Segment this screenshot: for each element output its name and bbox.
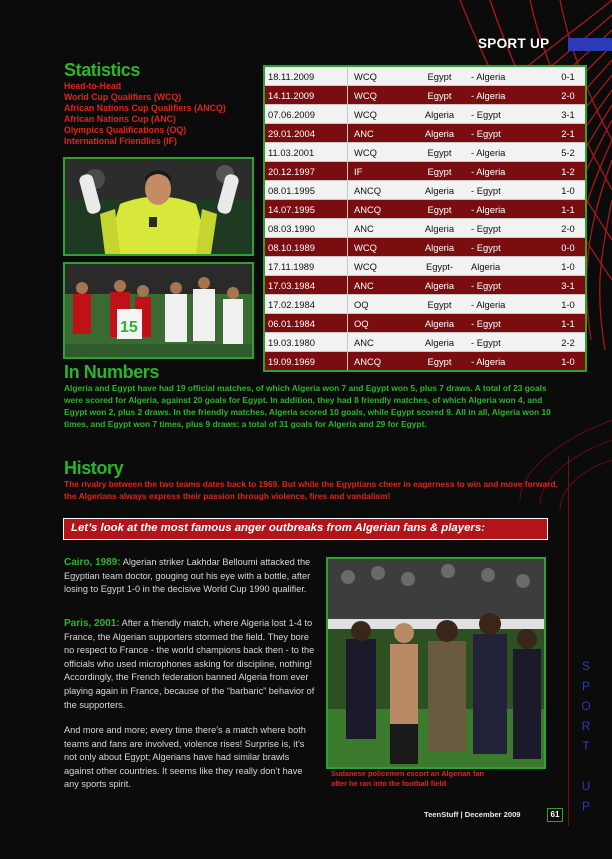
result-team2: - Algeria [467,162,551,181]
result-row [264,124,586,143]
result-row [264,257,586,276]
result-team1: Algeria [412,219,467,238]
goalkeeper-photo [63,157,254,256]
result-comp: IF [348,162,413,181]
vertical-letter: U [581,779,591,793]
legend-item: African Nations Cup (ANC) [64,114,176,124]
side-divider-line [568,456,569,826]
result-score: 5-2 [551,143,586,162]
result-date: 19.03.1980 [264,333,348,352]
result-team2: - Algeria [467,143,551,162]
vertical-letter: P [581,679,590,693]
result-score: 1-1 [551,314,586,333]
result-score: 1-0 [551,257,586,276]
result-comp: ANCQ [348,181,413,200]
result-row [264,276,586,295]
result-team2: - Egypt [467,124,551,143]
result-row [264,181,586,200]
legend-item: World Cup Qualifiers (WCQ) [64,92,182,102]
police-escort-photo [326,557,546,769]
result-score: 1-1 [551,200,586,219]
legend-item: African Nations Cup Qualifiers (ANCQ) [64,103,226,113]
vertical-letter: T [582,739,590,753]
result-comp: WCQ [348,257,413,276]
results-table [263,65,587,372]
in-numbers-text: Algeria and Egypt have had 19 official matches, of which Algeria won 7 and Egypt won 5, plus 7 draws. A total of 23 goals were scored for Algeria, against 20 goals for Egypt. In addition, they had 8 friendly matches, of which Algeria won 4, and Egypt won 2, plus 2 draws. In the friendly matches, Algeria scored 10 goals, while Egypt scored 9. All in all, Algeria won 10 times, and Egypt won 7 times, plus 9 draws; a total of 31 goals for Algeria and 29 for Egypt. [64,383,551,429]
result-team1: Egypt [412,86,467,105]
in-numbers-heading: In Numbers [64,362,160,382]
result-row [264,238,586,257]
legend-item: Olympics Qualifications (OQ) [64,125,187,135]
result-score: 2-2 [551,333,586,352]
result-date: 18.11.2009 [264,66,348,86]
result-comp: WCQ [348,238,413,257]
result-score: 0-0 [551,238,586,257]
legend-item: Head-to-Head [64,81,122,91]
result-team2: Algeria [467,257,551,276]
result-score: 2-0 [551,219,586,238]
result-date: 07.06.2009 [264,105,348,124]
result-comp: ANCQ [348,352,413,372]
story-text: And more and more; every time there’s a match where both teams and fans are involved, violence rises! Surprise is, it’s not only about Egypt; Algerians have had similar brawls against other countries. It seems like they really don’t have any sports spirit. [64,725,306,790]
result-comp: ANC [348,276,413,295]
result-row [264,352,586,372]
result-date: 11.03.2001 [264,143,348,162]
story-text: After a friendly match, where Algeria lost 1-4 to France, the Algerian supporters stormed the field. They bore no respect to France - the world champions back then - to the officials who used microphones asking for discipline, nothing! Accordingly, the French federation banned Algeria from ever playing again in France, because of the “barbaric” behavior of the supporters. [64,618,315,710]
statistics-heading: Statistics [64,60,141,80]
result-team1: Algeria [412,238,467,257]
story-lead: Cairo, 1989: [64,557,121,568]
result-comp: ANC [348,333,413,352]
result-team2: - Egypt [467,219,551,238]
vertical-letter: R [581,719,591,733]
result-team2: - Egypt [467,333,551,352]
story-cairo [64,556,319,597]
vertical-section-label [580,656,592,816]
result-team2: - Algeria [467,352,551,372]
photo-caption [331,769,484,788]
result-comp: ANCQ [348,200,413,219]
story-paris [64,617,319,712]
result-comp: WCQ [348,66,413,86]
result-row [264,200,586,219]
result-team1: Algeria [412,124,467,143]
story-closing [64,724,319,792]
svg-text:15: 15 [120,319,138,336]
result-comp: ANC [348,219,413,238]
result-date: 29.01.2004 [264,124,348,143]
result-team2: - Egypt [467,105,551,124]
result-team1: Egypt [412,295,467,314]
result-date: 17.11.1989 [264,257,348,276]
result-team1: Egypt [412,66,467,86]
result-date: 06.01.1984 [264,314,348,333]
result-comp: ANC [348,124,413,143]
result-score: 0-1 [551,66,586,86]
caption-line: Sudanese policemen escort an Algerian fan [331,769,484,778]
result-row [264,333,586,352]
result-team1: Egypt [412,162,467,181]
footer-issue: TeenStuff | December 2009 [424,810,521,819]
result-comp: WCQ [348,86,413,105]
result-row [264,314,586,333]
result-team1: Egypt [412,143,467,162]
result-comp: OQ [348,295,413,314]
result-date: 14.11.2009 [264,86,348,105]
legend-item: International Friendlies (IF) [64,136,177,146]
result-row [264,66,586,86]
result-date: 08.10.1989 [264,238,348,257]
history-heading: History [64,458,124,478]
result-score: 2-1 [551,124,586,143]
result-score: 1-2 [551,162,586,181]
result-row [264,295,586,314]
result-comp: OQ [348,314,413,333]
result-row [264,143,586,162]
match-scene-photo [63,262,254,359]
result-team1: Egypt- [412,257,467,276]
story-text: Algerian striker Lakhdar Belloumi attacked the Egyptian team doctor, gouging out his eye with a bottle, after losing to Egypt 1-0 in the decisive World Cup 1990 qualifier. [64,557,311,595]
result-score: 1-0 [551,181,586,200]
result-team2: - Egypt [467,181,551,200]
section-tab-label: SPORT UP [478,36,550,51]
result-row [264,86,586,105]
result-team1: Egypt [412,200,467,219]
section-tab [478,37,612,53]
result-comp: WCQ [348,105,413,124]
result-date: 19.09.1969 [264,352,348,372]
vertical-letter: S [581,659,590,673]
result-team2: - Egypt [467,276,551,295]
page-number: 61 [547,808,563,822]
vertical-letter [580,756,592,776]
result-team2: - Egypt [467,314,551,333]
result-row [264,219,586,238]
vertical-letter: O [581,699,591,713]
result-team2: - Algeria [467,86,551,105]
result-score: 3-1 [551,105,586,124]
result-score: 1-0 [551,352,586,372]
anger-outbreaks-banner [63,518,548,540]
result-score: 1-0 [551,295,586,314]
result-date: 17.02.1984 [264,295,348,314]
result-team2: - Algeria [467,295,551,314]
caption-line: after he ran into the football field [331,778,446,788]
result-team2: - Egypt [467,238,551,257]
result-date: 14.07.1995 [264,200,348,219]
result-team1: Algeria [412,105,467,124]
banner-text: Let’s look at the most famous anger outbreaks from Algerian fans & players: [71,522,485,534]
result-date: 17.03.1984 [264,276,348,295]
result-row [264,105,586,124]
result-score: 3-1 [551,276,586,295]
result-team1: Egypt [412,352,467,372]
result-team1: Algeria [412,276,467,295]
result-date: 08.03.1990 [264,219,348,238]
result-team1: Algeria [412,333,467,352]
history-text: The rivalry between the two teams dates back to 1969. But while the Egyptians cheer in eagerness to win and move forward, the Algerians always express their passion through violence, fires and vandalism! [64,479,558,501]
result-team2: - Algeria [467,200,551,219]
result-team1: Algeria [412,314,467,333]
result-date: 08.01.1995 [264,181,348,200]
result-row [264,162,586,181]
result-date: 20.12.1997 [264,162,348,181]
result-score: 2-0 [551,86,586,105]
vertical-letter: P [581,799,590,813]
result-team1: Algeria [412,181,467,200]
statistics-legend [64,81,226,147]
section-tab-bar [568,38,612,51]
story-lead: Paris, 2001: [64,618,120,629]
result-comp: WCQ [348,143,413,162]
result-team2: - Algeria [467,66,551,86]
